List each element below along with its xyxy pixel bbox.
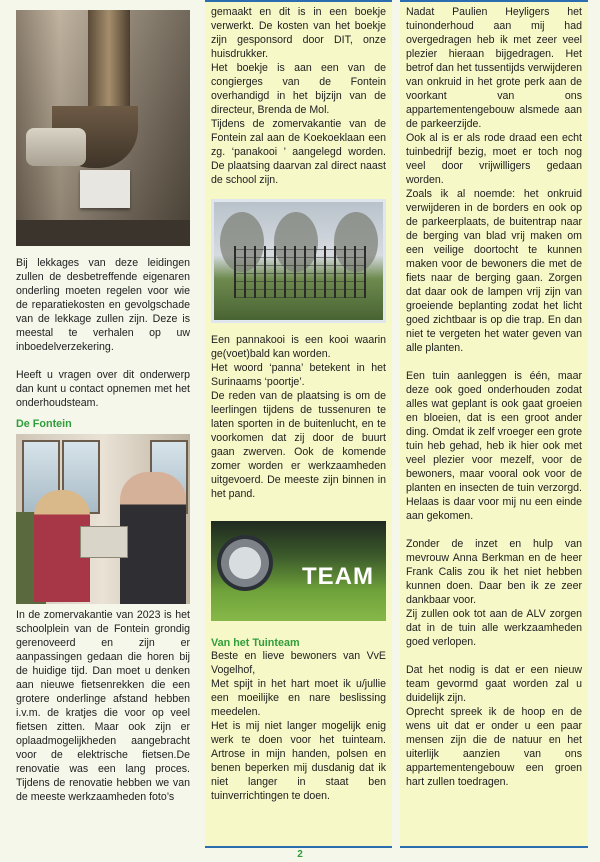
paragraph: Tijdens de zomervakantie van de Fontein zal aan de Koekoeklaan een zg. ‘panakooi ’ aangelegd worden. De plaatsing daarvan zal direct naast de school zijn.	[211, 118, 386, 186]
page-number: 2	[297, 849, 303, 860]
column-2	[205, 0, 392, 848]
column-1	[10, 0, 196, 848]
paragraph: Een pannakooi is een kooi waarin ge(voet)bald kan worden.	[211, 334, 386, 360]
bottom-rule	[400, 846, 588, 848]
paragraph: Oprecht spreek ik de hoop en de wens uit dat er onder u een paar mensen zijn die de natuur en het uiterlijk aanzien van ons appartementengebouw een groen hart zullen toedragen.	[406, 706, 582, 788]
top-rule	[400, 0, 588, 2]
team-photo-caption: TEAM	[302, 563, 374, 590]
paragraph: Het is mij niet langer mogelijk enig werk te doen voor het tuinteam. Artrose in mijn handen, polsen en benen beperken mij dusdanig dat ik niet langer in staat ben tuinverrichtingen te doen.	[211, 720, 386, 802]
paragraph: Zoals ik al noemde: het onkruid verwijderen in de borders en ook op de parkeerplaats, de buitentrap naar de berging van blad vrij maken om een veilige doortocht te kunnen maken voor de bewoners die met de fiets naar de berging gaan. Zorgen dat daar ook de lampen vrij zijn van groeiende beplanting zodat het licht goed zichtbaar is op die trap. En dan niet te vergeten het water geven van alle planten.	[406, 188, 582, 354]
paragraph: Dat het nodig is dat er een nieuw team gevormd gaat worden zal u duidelijk zijn.	[406, 664, 582, 704]
panna-court-photo	[211, 199, 386, 323]
paragraph: Met spijt in het hart moet ik u/jullie een moeilijke en nare beslissing meedelen.	[211, 678, 386, 718]
paragraph: Het boekje is aan een van de congierges van de Fontein overhandigd in het bijzijn van de directeur, Brenda de Mol.	[211, 62, 386, 116]
paragraph: Bij lekkages van deze leidingen zullen de desbetreffende eigenaren onderling moeten regelen voor wie de reparatiekosten en gevolgschade van de lekkage zullen zijn. Deze is meestal te verhalen op uw inboedelverzekering.	[16, 257, 190, 353]
paragraph: Zonder de inzet en hulp van mevrouw Anna Berkman en de heer Frank Calis zou ik het niet hebben kunnen doen. Daar ben ik ze zeer dankbaar voor.	[406, 538, 582, 606]
section-heading-tuinteam: Van het Tuinteam	[211, 637, 300, 649]
column-3	[400, 0, 588, 848]
paragraph: Nadat Paulien Heyligers het tuinonderhoud aan mij had overgedragen heb ik met zeer veel plezier hieraan bijgedragen. Het betrof dan het tussentijds verwijderen van onkruid in het grote perk aan de voorkant van ons appartementengebouw alsmede aan de parkeerzijde.	[406, 6, 582, 130]
section-heading-fontein: De Fontein	[16, 418, 72, 430]
handover-photo	[16, 434, 190, 604]
leaking-pipe-photo	[16, 10, 190, 246]
paragraph: Een tuin aanleggen is één, maar deze ook goed onderhouden zodat alles wat geplant is ook gaat groeien en bloeien, dat is een groot ander ding. Omdat ik zelf vroeger een grote tuin heb gehad, heb ik hier ook met veel plezier voor mezelf, voor de bewoners, maar vooral ook voor de planten en insecten de tuin verzorgd. Helaas is daar voor mij nu een einde aan gekomen.	[406, 370, 582, 522]
bottom-rule	[205, 846, 392, 848]
paragraph: De reden van de plaatsing is om de leerlingen tijdens de tussenuren te laten sporten in de buitenlucht, en te voorkomen dat zij door de buurt gaan zwerven. Ook de komende zomer worden er werkzaamheden uitgevoerd. De meeste zijn binnen in het pand.	[211, 390, 386, 500]
top-rule	[205, 0, 392, 2]
paragraph: gemaakt en dit is in een boekje verwerkt. De kosten van het boekje zijn gesponsord door DIT, onze huisdrukker.	[211, 6, 386, 60]
paragraph: Heeft u vragen over dit onderwerp dan kunt u contact opnemen met het onderhoudsteam.	[16, 369, 190, 409]
team-photo	[211, 521, 386, 621]
paragraph: Ook al is er als rode draad een echt tuinbedrijf bezig, moet er toch nog veel door vrijwilligers gedaan worden.	[406, 132, 582, 186]
paragraph: Zij zullen ook tot aan de ALV zorgen dat in de tuin alle werkzaamheden goed verlopen.	[406, 608, 582, 648]
paragraph: In de zomervakantie van 2023 is het schoolplein van de Fontein grondig gerenoveerd en zijn er aanpassingen gedaan die horen bij de huidige tijd. Dan moet u denken aan nieuwe fietsenrekken die een grotere onderlinge afstand hebben i.v.m. de kratjes die voor op veel fietsen zitten. Maar ook zijn er oplaadmogelijkheden aangebracht voor de elektrische fietsen.De renovatie was een lang proces. Tijdens de renovatie hebben we van de meeste werkzaamheden foto’s	[16, 609, 190, 803]
paragraph: Beste en lieve bewoners van VvE Vogelhof,	[211, 650, 386, 676]
paragraph: Het woord ‘panna’ betekent in het Surinaams ‘poortje’.	[211, 362, 386, 388]
